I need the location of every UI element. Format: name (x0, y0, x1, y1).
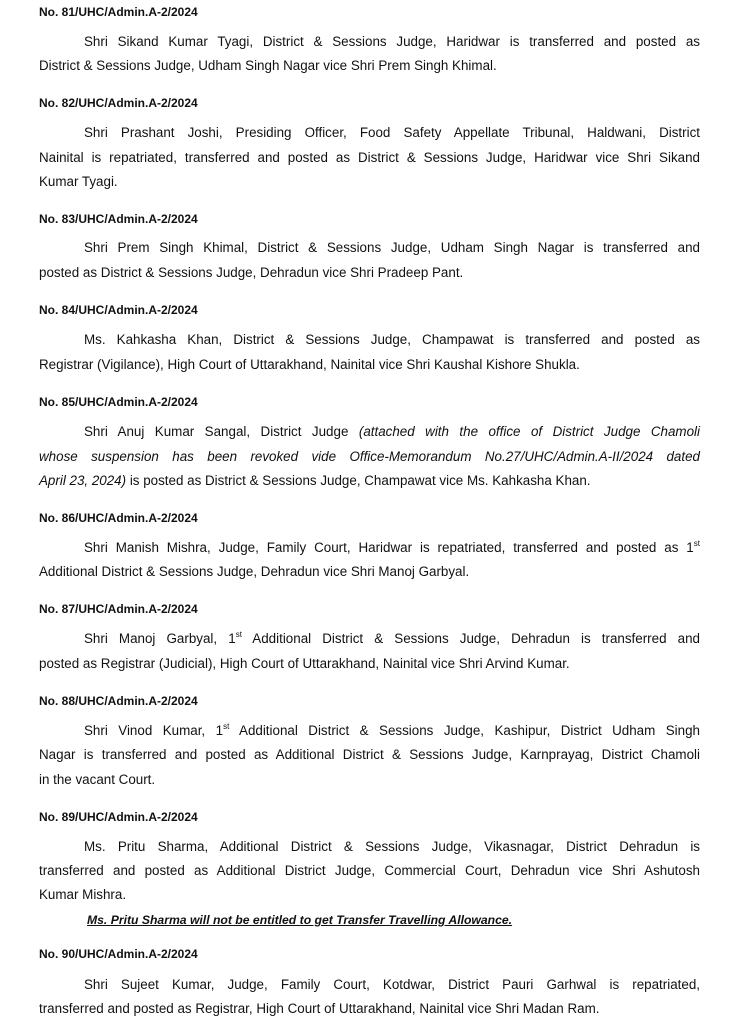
text-normal: is posted as District & Sessions Judge, Champawat vice Ms. Kahkasha Khan. (126, 473, 591, 488)
order-text-line (84, 424, 700, 440)
order-text-line: Registrar (Vigilance), High Court of Uttarakhand, Nainital vice Shri Kaushal Kishore Shukla. (39, 357, 580, 372)
order-text-line: Ms. Kahkasha Khan, District & Sessions Judge, Champawat is transferred and posted as (84, 332, 700, 347)
order-heading: No. 84/UHC/Admin.A-2/2024 (39, 303, 198, 317)
order-text-line: whose suspension has been revoked vide Office-Memorandum No.27/UHC/Admin.A-II/2024 dated (39, 449, 700, 464)
text-normal: Shri Anuj Kumar Sangal, District Judge (84, 424, 359, 439)
text-italic: April 23, 2024) (39, 473, 127, 488)
text-normal: Shri Manish Mishra, Judge, Family Court, Haridwar is repatriated, transferred and posted as 1 (84, 540, 694, 555)
order-heading: No. 87/UHC/Admin.A-2/2024 (39, 602, 198, 616)
text-normal: Shri Vinod Kumar, 1 (84, 723, 224, 738)
order-text-line: Shri Prashant Joshi, Presiding Officer, Food Safety Appellate Tribunal, Haldwani, District (84, 125, 700, 140)
order-heading: No. 85/UHC/Admin.A-2/2024 (39, 395, 198, 409)
text-italic: (attached with the office of District Judge Chamoli (358, 424, 700, 439)
order-heading: No. 86/UHC/Admin.A-2/2024 (39, 511, 198, 525)
order-heading: No. 90/UHC/Admin.A-2/2024 (39, 947, 198, 961)
ordinal-suffix: st (223, 722, 230, 731)
ordinal-suffix: st (235, 630, 242, 639)
order-text-line (84, 540, 700, 556)
order-text-line: posted as Registrar (Judicial), High Court of Uttarakhand, Nainital vice Shri Arvind Kumar. (39, 656, 570, 671)
order-text-line: Kumar Mishra. (39, 887, 127, 902)
order-text-line: transferred and posted as Additional District Judge, Commercial Court, Dehradun vice Shri Ashutosh (39, 863, 700, 878)
order-heading: No. 81/UHC/Admin.A-2/2024 (39, 5, 198, 19)
order-heading: No. 83/UHC/Admin.A-2/2024 (39, 212, 198, 226)
order-text-line: in the vacant Court. (39, 772, 156, 787)
order-text-line: Kumar Tyagi. (39, 174, 118, 189)
order-text-line: Shri Sikand Kumar Tyagi, District & Sessions Judge, Haridwar is transferred and posted as (84, 34, 700, 49)
allowance-note: Ms. Pritu Sharma will not be entitled to get Transfer Travelling Allowance. (87, 913, 513, 927)
order-text-line: transferred and posted as Registrar, High Court of Uttarakhand, Nainital vice Shri Madan Ram. (39, 1001, 600, 1016)
text-normal: Additional District & Sessions Judge, Dehradun is transferred and (241, 631, 700, 646)
order-text-line: Additional District & Sessions Judge, Dehradun vice Shri Manoj Garbyal. (39, 564, 470, 579)
order-text-line: Nagar is transferred and posted as Additional District & Sessions Judge, Karnprayag, District Chamoli (39, 747, 700, 762)
order-heading: No. 82/UHC/Admin.A-2/2024 (39, 96, 198, 110)
order-text-line: Shri Prem Singh Khimal, District & Sessions Judge, Udham Singh Nagar is transferred and (84, 240, 700, 255)
order-text-line (84, 723, 700, 739)
order-heading: No. 88/UHC/Admin.A-2/2024 (39, 694, 198, 708)
order-heading: No. 89/UHC/Admin.A-2/2024 (39, 810, 198, 824)
order-text-line: posted as District & Sessions Judge, Dehradun vice Shri Pradeep Pant. (39, 265, 464, 280)
ordinal-suffix: st (693, 539, 700, 548)
order-text-line: Ms. Pritu Sharma, Additional District & Sessions Judge, Vikasnagar, District Dehradun is (84, 839, 700, 854)
order-text-line (84, 631, 700, 647)
order-text-line: Nainital is repatriated, transferred and posted as District & Sessions Judge, Haridwar vice Shri Sikand (39, 150, 700, 165)
order-text-line (39, 473, 700, 489)
order-text-line: Shri Sujeet Kumar, Judge, Family Court, Kotdwar, District Pauri Garhwal is repatriated, (84, 977, 700, 992)
text-normal: Shri Manoj Garbyal, 1 (84, 631, 236, 646)
order-text-line: District & Sessions Judge, Udham Singh Nagar vice Shri Prem Singh Khimal. (39, 58, 497, 73)
text-normal: Additional District & Sessions Judge, Kashipur, District Udham Singh (229, 723, 700, 738)
